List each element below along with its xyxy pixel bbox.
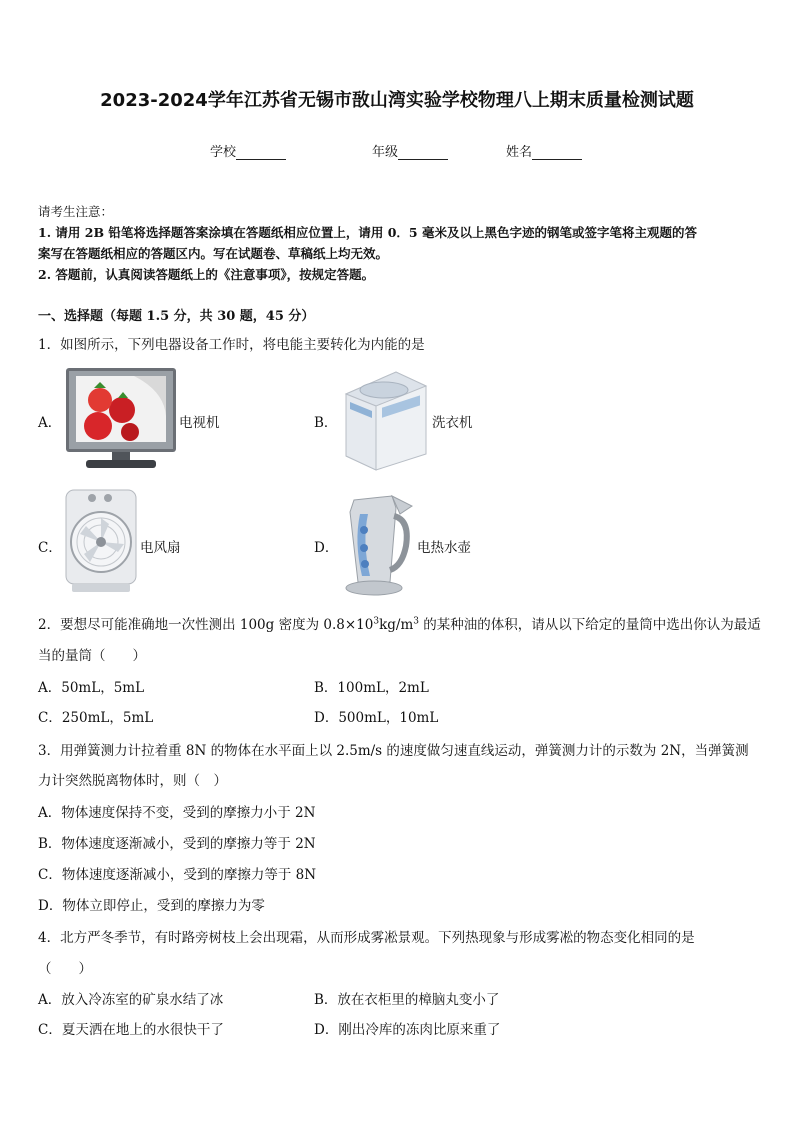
name-label: 姓名 bbox=[506, 145, 533, 160]
q1-option-c-letter: C． bbox=[38, 540, 62, 556]
q4-option-c: C．夏天洒在地上的水很快干了 bbox=[38, 1022, 224, 1038]
q2-stem-part-1: 2．要想尽可能准确地一次性测出 100g 密度为 0.8×10 bbox=[38, 617, 374, 633]
q1-option-a-text: 电视机 bbox=[179, 415, 220, 431]
q3-option-d: D．物体立即停止，受到的摩擦力为零 bbox=[38, 898, 265, 914]
washing-machine-image bbox=[338, 366, 430, 472]
q2-stem-part-3: 的某种油的体积，请从以下给定的量筒中选出你认为最适 bbox=[418, 617, 761, 633]
q2-option-c: C．250mL，5mL bbox=[38, 710, 154, 726]
grade-field bbox=[372, 141, 448, 160]
notice-item-1-line-1: 1. 请用 2B 铅笔将选择题答案涂填在答题纸相应位置上，请用 0．5 毫米及以上黑色字迹的钢笔或签字笔将主观题的答 bbox=[38, 225, 697, 240]
q2-option-b: B．100mL，2mL bbox=[314, 680, 429, 696]
q1-stem: 1．如图所示，下列电器设备工作时，将电能主要转化为内能的是 bbox=[38, 337, 425, 353]
school-field bbox=[210, 141, 286, 160]
q4-option-d: D．刚出冷库的冻肉比原来重了 bbox=[314, 1022, 501, 1038]
q2-stem-sup-1: 3 bbox=[373, 616, 380, 627]
q3-option-b: B．物体速度逐渐减小，受到的摩擦力等于 2N bbox=[38, 836, 316, 852]
q3-stem-line-1: 3．用弹簧测力计拉着重 8N 的物体在水平面上以 2.5m/s 的速度做匀速直线运动，弹簧测力计的示数为 2N，当弹簧测 bbox=[38, 743, 749, 759]
q2-option-d: D．500mL，10mL bbox=[314, 710, 439, 726]
notice-item-1-line-2: 案写在答题纸相应的答题区内。写在试题卷、草稿纸上均无效。 bbox=[38, 246, 389, 261]
tv-image bbox=[64, 366, 178, 472]
q2-stem-line-1 bbox=[38, 613, 761, 633]
q2-stem-line-2: 当的量筒（ ） bbox=[38, 648, 146, 664]
page-title: 2023-2024学年江苏省无锡市敔山湾实验学校物理八上期末质量检测试题 bbox=[100, 90, 694, 111]
q2-stem-sup-2: 3 bbox=[413, 616, 419, 627]
q3-option-c: C．物体速度逐渐减小，受到的摩擦力等于 8N bbox=[38, 867, 317, 883]
q1-option-b-letter: B． bbox=[314, 415, 338, 431]
grade-label: 年级 bbox=[372, 145, 399, 160]
q2-stem-part-2: kg/m bbox=[379, 617, 414, 633]
q1-option-a-letter: A． bbox=[38, 415, 62, 431]
q1-option-b-text: 洗衣机 bbox=[432, 415, 473, 431]
grade-blank bbox=[398, 145, 448, 160]
school-label: 学校 bbox=[210, 145, 237, 160]
electric-kettle-image bbox=[340, 490, 416, 598]
q4-option-a: A．放入冷冻室的矿泉水结了冰 bbox=[38, 992, 224, 1008]
q3-stem-line-2: 力计突然脱离物体时，则（ ） bbox=[38, 773, 227, 789]
school-blank bbox=[236, 145, 286, 160]
name-field bbox=[506, 141, 582, 160]
q1-option-c-text: 电风扇 bbox=[140, 540, 181, 556]
notice-heading: 请考生注意： bbox=[38, 204, 114, 219]
q4-stem-line-1: 4．北方严冬季节，有时路旁树枝上会出现霜，从而形成雾凇景观。下列热现象与形成雾凇的物态变化相同的是 bbox=[38, 930, 695, 946]
name-blank bbox=[532, 145, 582, 160]
q2-option-a: A．50mL，5mL bbox=[38, 680, 145, 696]
section-heading: 一、选择题（每题 1.5 分，共 30 题，45 分） bbox=[38, 309, 315, 324]
electric-fan-image bbox=[62, 488, 140, 596]
q1-option-d-letter: D． bbox=[314, 540, 339, 556]
q4-option-b: B．放在衣柜里的樟脑丸变小了 bbox=[314, 992, 500, 1008]
notice-item-2: 2. 答题前，认真阅读答题纸上的《注意事项》，按规定答题。 bbox=[38, 267, 375, 282]
q3-option-a: A．物体速度保持不变，受到的摩擦力小于 2N bbox=[38, 805, 316, 821]
q1-option-d-text: 电热水壶 bbox=[417, 540, 471, 556]
q4-stem-line-2: （ ） bbox=[38, 961, 92, 977]
